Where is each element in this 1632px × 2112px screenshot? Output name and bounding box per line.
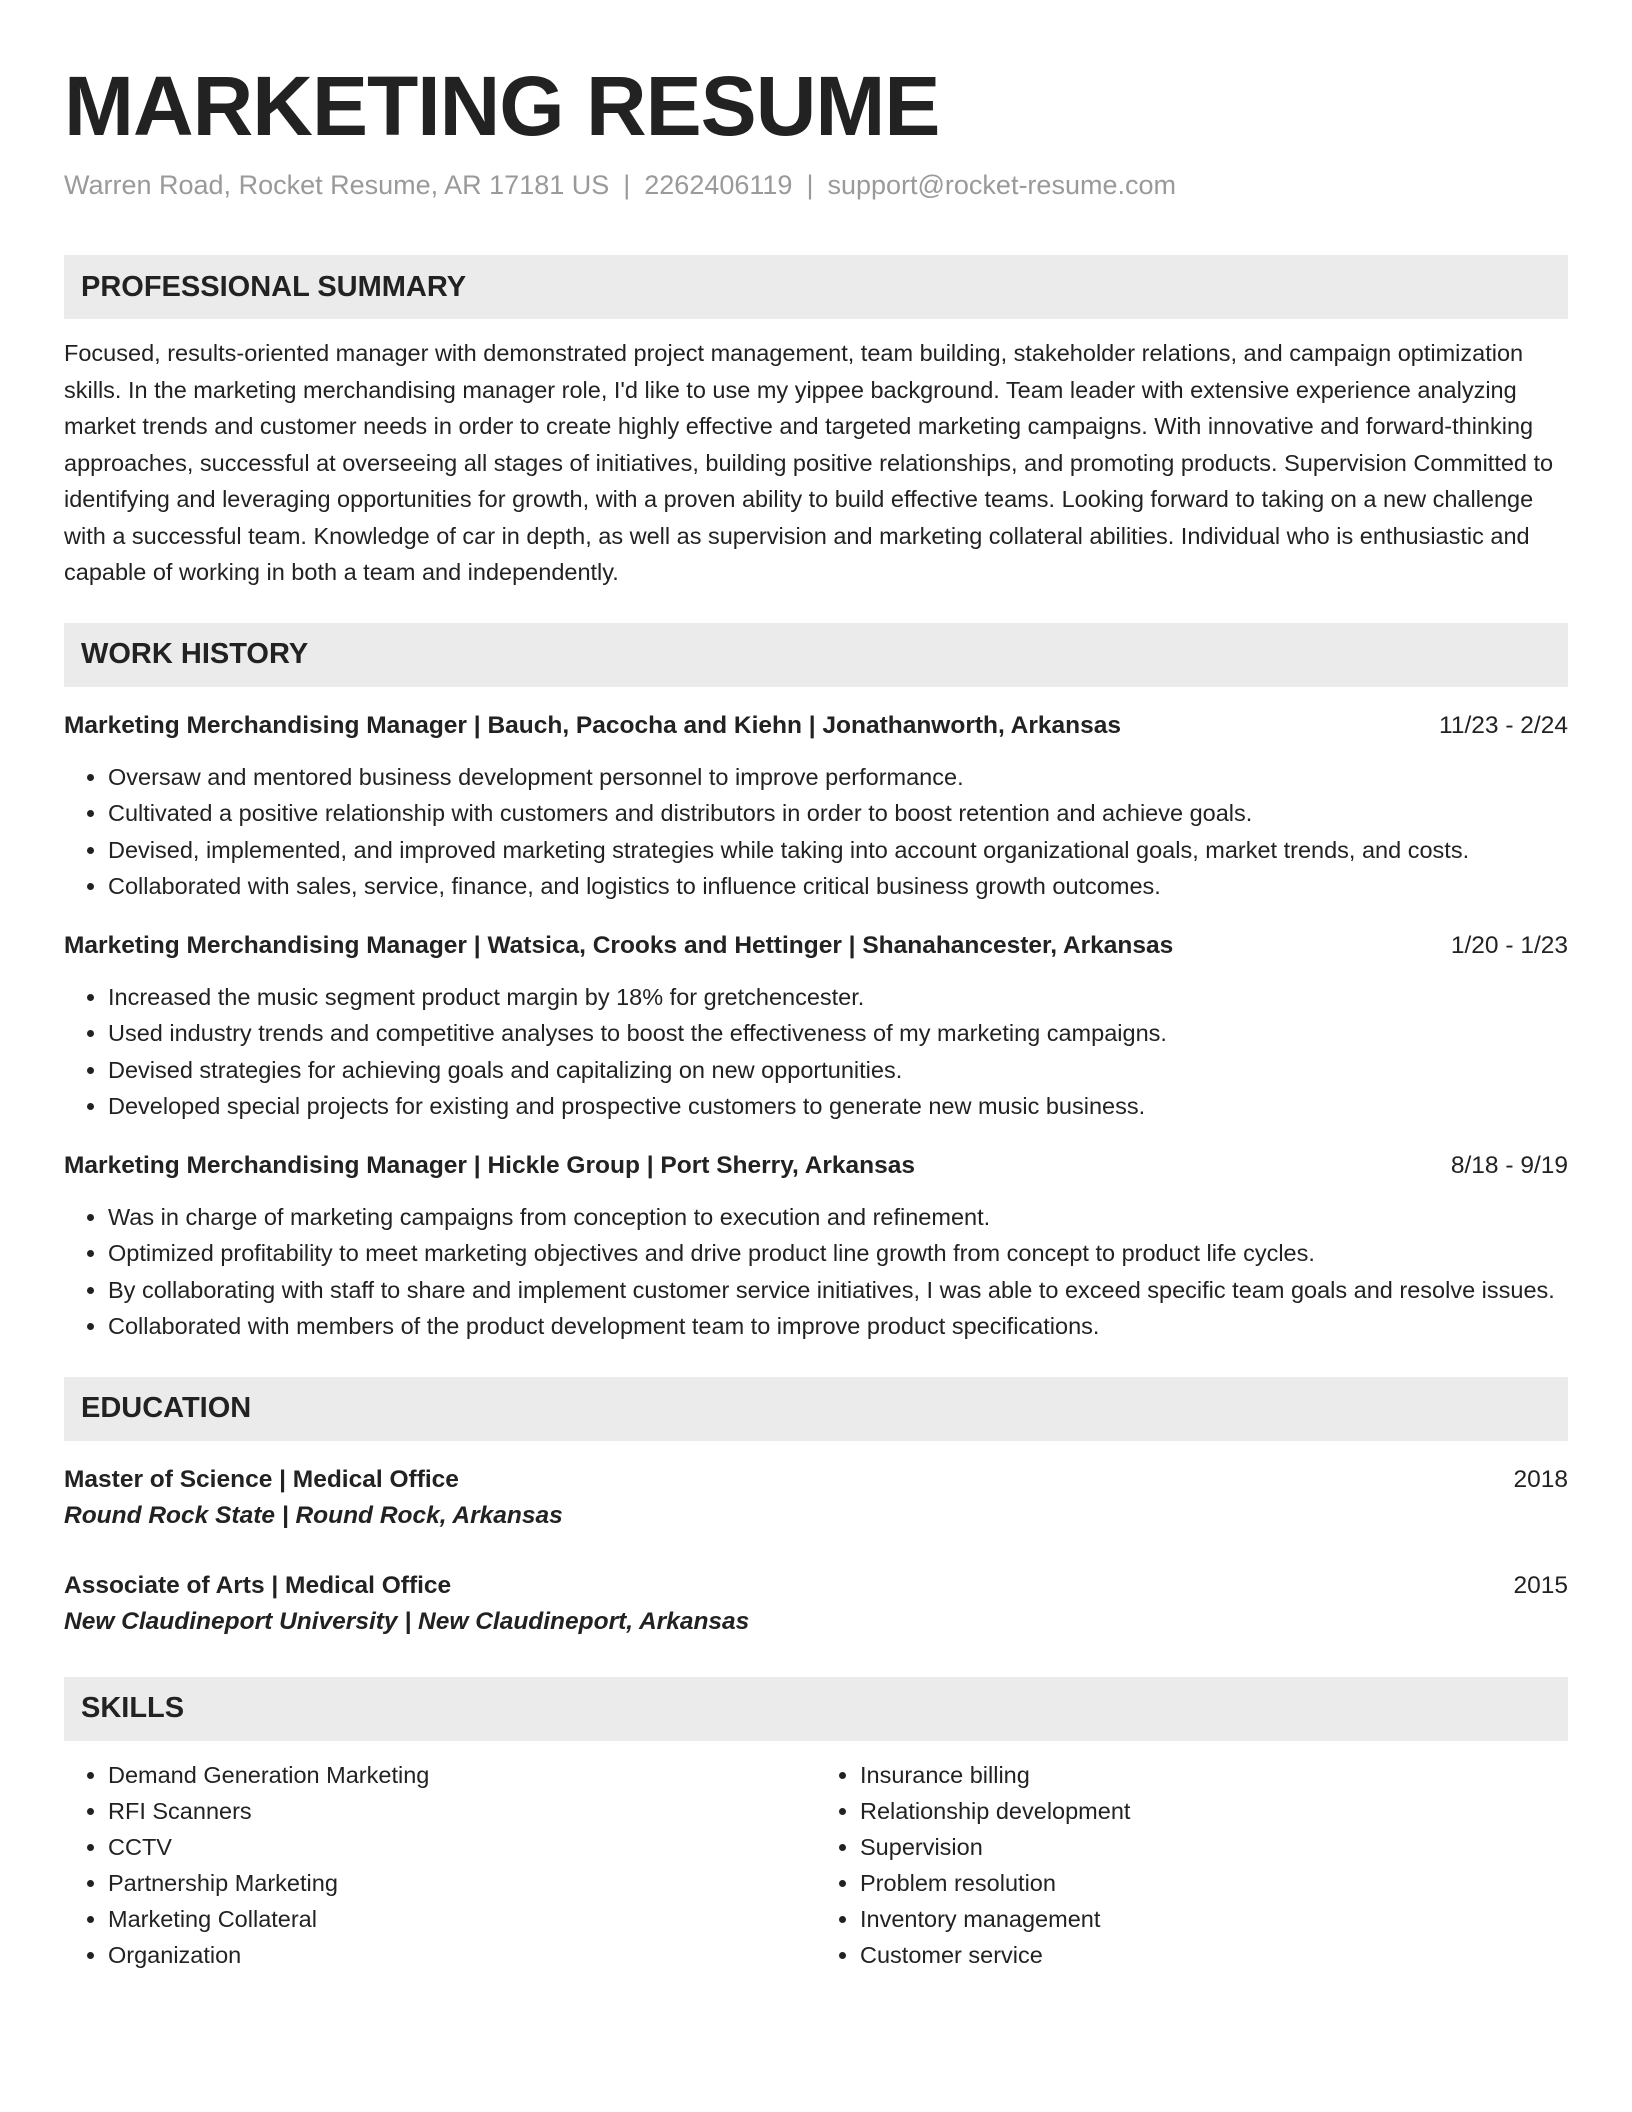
skill-item: • CCTV — [108, 1829, 816, 1865]
skill-item: • Supervision — [860, 1829, 1568, 1865]
job-dates: 1/20 - 1/23 — [1450, 931, 1568, 959]
skill-item: • Partnership Marketing — [108, 1865, 816, 1901]
skill-item: • Insurance billing — [860, 1757, 1568, 1793]
job-title: Marketing Merchandising Manager | Watsica, Crooks and Hettinger | Shanahancester, Arkansas — [64, 931, 1174, 959]
job-bullet: • Devised, implemented, and improved marketing strategies while taking into account organizational goals, market trends, and costs. — [108, 832, 1568, 869]
job-bullet: • Oversaw and mentored business development personnel to improve performance. — [108, 759, 1568, 796]
skill-item: • Problem resolution — [860, 1865, 1568, 1901]
skill-item: • Relationship development — [860, 1793, 1568, 1829]
job-bullet: • Devised strategies for achieving goals and capitalizing on new opportunities. — [108, 1052, 1568, 1089]
summary-text: Focused, results-oriented manager with demonstrated project management, team building, stakeholder relations, and campaign optimization skills. In the marketing merchandising manager role, I'd like to use my yippee background. Team leader with extensive experience analyzing market trends and customer needs in order to create highly effective and targeted marketing campaigns. With innovative and forward-thinking approaches, successful at overseeing all stages of initiatives, building positive relationships, and promoting products. Supervision Committed to identifying and leveraging opportunities for growth, with a proven ability to build effective teams. Looking forward to taking on a new challenge with a successful team. Knowledge of car in depth, as well as supervision and marketing collateral abilities. Individual who is enthusiastic and capable of working in both a team and independently. — [64, 340, 1554, 586]
job-bullets — [64, 759, 1568, 905]
skill-item: • RFI Scanners — [108, 1793, 816, 1829]
section-heading-education: EDUCATION — [64, 1377, 1568, 1441]
job-header — [64, 1149, 1568, 1183]
job-bullets — [64, 1199, 1568, 1345]
job-bullets — [64, 979, 1568, 1125]
education-header — [64, 1569, 1568, 1603]
job-bullet: • Optimized profitability to meet marketing objectives and drive product line growth from concept to product life cycles. — [108, 1235, 1568, 1272]
skills-column-left — [64, 1757, 816, 1973]
section-heading-summary: PROFESSIONAL SUMMARY — [64, 255, 1568, 319]
job-entry — [64, 929, 1568, 1125]
skill-item: • Demand Generation Marketing — [108, 1757, 816, 1793]
job-bullet: • Used industry trends and competitive analyses to boost the effectiveness of my marketing campaigns. — [108, 1015, 1568, 1052]
contact-email: support@rocket-resume.com — [827, 170, 1176, 201]
skills-column-right — [816, 1757, 1568, 1973]
job-bullet: • By collaborating with staff to share and implement customer service initiatives, I was able to exceed specific team goals and resolve issues. — [108, 1272, 1568, 1309]
skill-item: • Inventory management — [860, 1901, 1568, 1937]
job-bullet: • Collaborated with sales, service, finance, and logistics to influence critical business growth outcomes. — [108, 868, 1568, 905]
job-dates: 11/23 - 2/24 — [1439, 711, 1568, 739]
education-year: 2018 — [1513, 1465, 1568, 1493]
job-bullet: • Increased the music segment product margin by 18% for gretchencester. — [108, 979, 1568, 1016]
contact-separator: | — [623, 170, 631, 201]
contact-address: Warren Road, Rocket Resume, AR 17181 US — [64, 170, 610, 201]
education-school: New Claudineport University | New Claudineport, Arkansas — [64, 1607, 750, 1635]
job-bullet: • Collaborated with members of the product development team to improve product specifications. — [108, 1308, 1568, 1345]
job-dates: 8/18 - 9/19 — [1450, 1151, 1568, 1179]
job-entry — [64, 709, 1568, 905]
education-header — [64, 1463, 1568, 1497]
job-bullet: • Developed special projects for existing and prospective customers to generate new music business. — [108, 1088, 1568, 1125]
skill-item: • Customer service — [860, 1937, 1568, 1973]
section-heading-skills: SKILLS — [64, 1677, 1568, 1741]
education-entry — [64, 1463, 1568, 1535]
job-title: Marketing Merchandising Manager | Hickle Group | Port Sherry, Arkansas — [64, 1151, 916, 1179]
education-entry — [64, 1569, 1568, 1641]
education-school: Round Rock State | Round Rock, Arkansas — [64, 1501, 563, 1529]
section-heading-work-history: WORK HISTORY — [64, 623, 1568, 687]
job-title: Marketing Merchandising Manager | Bauch, Pacocha and Kiehn | Jonathanworth, Arkansas — [64, 711, 1122, 739]
job-bullet: • Cultivated a positive relationship with customers and distributors in order to boost retention and achieve goals. — [108, 795, 1568, 832]
job-header — [64, 929, 1568, 963]
resume-title: MARKETING RESUME — [64, 59, 940, 153]
skill-item: • Organization — [108, 1937, 816, 1973]
job-header — [64, 709, 1568, 743]
skills-list — [64, 1757, 1568, 1973]
job-bullet: • Was in charge of marketing campaigns from conception to execution and refinement. — [108, 1199, 1568, 1236]
skill-item: • Marketing Collateral — [108, 1901, 816, 1937]
education-degree: Associate of Arts | Medical Office — [64, 1571, 452, 1599]
education-year: 2015 — [1513, 1571, 1568, 1599]
education-degree: Master of Science | Medical Office — [64, 1465, 459, 1493]
contact-line — [64, 168, 1568, 203]
contact-separator: | — [806, 170, 814, 201]
job-entry — [64, 1149, 1568, 1345]
contact-phone: 2262406119 — [644, 170, 793, 201]
